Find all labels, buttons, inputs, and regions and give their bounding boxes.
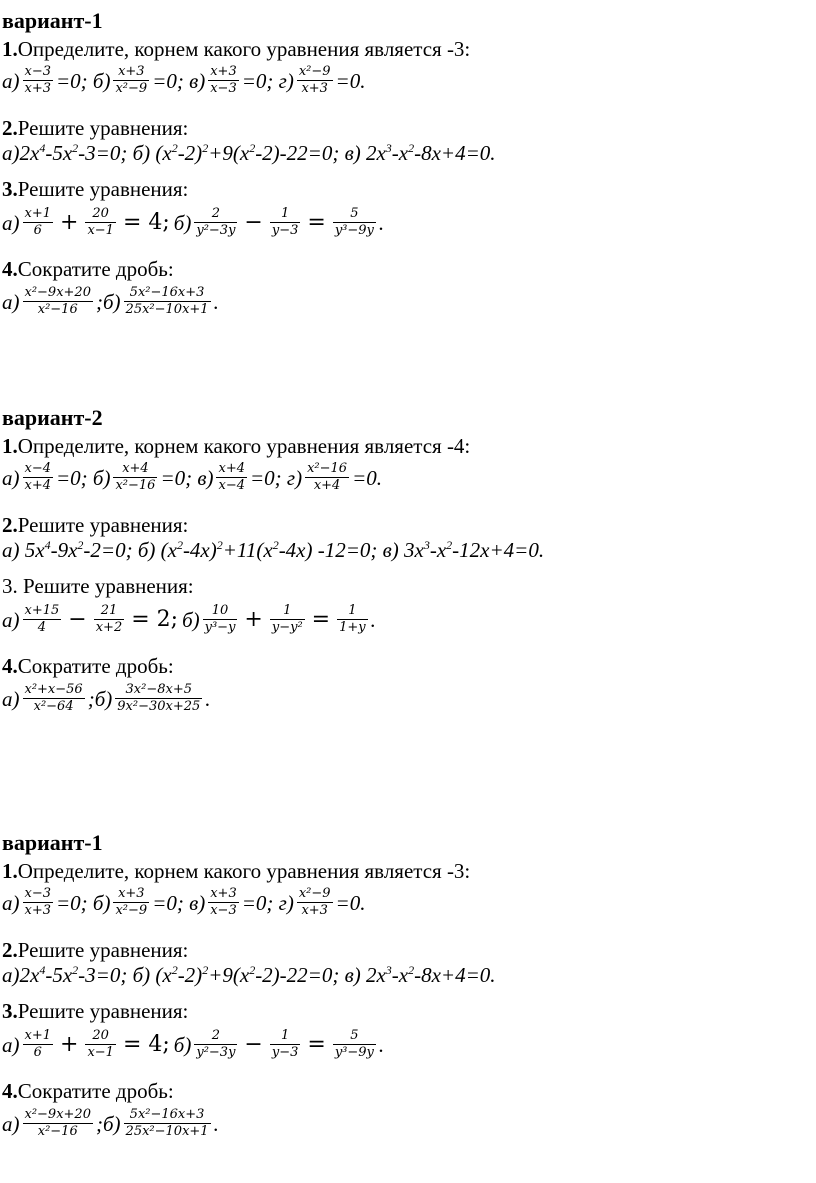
task-2-equations — [2, 141, 496, 165]
fraction — [113, 886, 149, 919]
option-text: =0; г) — [241, 890, 294, 915]
numerator: x²−9x+20 — [24, 285, 91, 300]
fraction — [115, 682, 202, 715]
option-label: а) — [2, 289, 20, 314]
denominator: 6 — [33, 1045, 42, 1060]
task-text: Решите уравнения: — [17, 177, 189, 201]
fraction — [270, 1028, 301, 1061]
fraction — [305, 461, 349, 494]
denominator: x²−16 — [37, 302, 78, 317]
task-3-equations — [2, 206, 384, 239]
fraction — [124, 285, 211, 318]
denominator: x²−9 — [115, 903, 148, 918]
denominator: x²−16 — [115, 478, 156, 493]
numerator: 5x²−16x+3 — [129, 1107, 205, 1122]
fraction — [23, 1107, 93, 1140]
numerator: x+3 — [118, 886, 145, 901]
task-2-prompt — [2, 513, 188, 537]
option-label: ;б) — [95, 289, 121, 314]
option-label: б) — [182, 607, 200, 632]
operator: + — [60, 1031, 79, 1057]
task-text: Решите уравнения: — [17, 513, 189, 537]
fraction — [85, 206, 116, 239]
numerator: x²−16 — [307, 461, 348, 476]
task-1-options — [2, 461, 382, 494]
exponent: 4 — [39, 141, 46, 155]
numerator: x−3 — [24, 886, 51, 901]
equals: = — [307, 1031, 326, 1057]
exponent: 2 — [202, 141, 209, 155]
equals: = — [311, 606, 331, 632]
denominator: x²−16 — [37, 1124, 78, 1139]
fraction — [337, 603, 368, 636]
task-3-prompt — [2, 177, 188, 201]
fraction — [23, 886, 54, 919]
numerator: 2 — [211, 206, 221, 221]
task-1-prompt — [2, 434, 470, 458]
task-number: 1. — [2, 37, 18, 61]
numerator: x+1 — [24, 206, 51, 221]
numerator: x−4 — [24, 461, 51, 476]
option-text: =0; б) — [56, 890, 111, 915]
numerator: x+15 — [24, 603, 60, 618]
exponent: 2 — [408, 963, 415, 977]
fraction — [85, 1028, 116, 1061]
option-text: =0; в) — [160, 465, 214, 490]
period: . — [205, 686, 211, 711]
numerator: 20 — [92, 1028, 109, 1043]
denominator: 25x²−10x+1 — [125, 302, 209, 317]
equals: = 4; — [122, 209, 170, 235]
task-text: Сократите дробь: — [17, 1079, 174, 1103]
fraction — [23, 461, 54, 494]
exponent: 3 — [423, 538, 430, 552]
numerator: 1 — [280, 206, 290, 221]
option-label: а) — [2, 1111, 20, 1136]
numerator: 5 — [350, 206, 359, 221]
fraction — [270, 603, 305, 636]
task-3-equations — [2, 1028, 384, 1061]
numerator: x+4 — [122, 461, 149, 476]
fraction — [208, 886, 239, 919]
numerator: 1 — [280, 1028, 290, 1043]
exponent: 4 — [44, 538, 51, 552]
option-label: а) — [2, 465, 20, 490]
period: . — [213, 1111, 219, 1136]
task-3-prompt — [2, 999, 188, 1023]
denominator: y²−3y — [196, 1045, 236, 1060]
task-3-prompt — [2, 574, 194, 598]
task-4-prompt — [2, 257, 174, 281]
period: . — [213, 289, 219, 314]
exponent: 2 — [446, 538, 453, 552]
numerator: x+4 — [218, 461, 245, 476]
denominator: x+3 — [24, 81, 51, 96]
task-4-fractions — [2, 1107, 219, 1140]
option-label: б) — [173, 210, 192, 235]
task-1-prompt — [2, 859, 470, 883]
task-4-prompt — [2, 1079, 174, 1103]
denominator: x+4 — [313, 478, 341, 493]
denominator: x+3 — [301, 81, 328, 96]
fraction — [216, 461, 247, 494]
period: . — [378, 1032, 385, 1057]
variant-title: вариант-2 — [2, 405, 103, 430]
task-2-prompt — [2, 116, 188, 140]
variant-title: вариант-1 — [2, 830, 103, 855]
option-label: а) — [2, 1032, 20, 1057]
option-text: =0. — [335, 890, 366, 915]
denominator: y−3 — [271, 1045, 299, 1060]
task-number: 3. — [2, 999, 18, 1023]
exponent: 2 — [249, 963, 256, 977]
variant-title: вариант-1 — [2, 8, 103, 33]
fraction — [297, 64, 333, 97]
task-number: 2. — [2, 116, 18, 140]
fraction — [194, 206, 237, 239]
numerator: 5 — [350, 1028, 359, 1043]
denominator: x+3 — [301, 903, 328, 918]
fraction — [124, 1107, 211, 1140]
option-text: =0; б) — [56, 68, 111, 93]
task-text: Решите уравнения: — [17, 999, 189, 1023]
denominator: 25x²−10x+1 — [125, 1124, 209, 1139]
task-text: Определите, корнем какого уравнения является -4: — [17, 434, 471, 458]
numerator: 2 — [211, 1028, 221, 1043]
task-4-fractions — [2, 285, 219, 318]
exponent: 4 — [39, 963, 46, 977]
fraction — [203, 603, 238, 636]
denominator: x²−9 — [115, 81, 148, 96]
fraction — [23, 682, 85, 715]
denominator: x−1 — [87, 223, 114, 238]
option-label: б) — [173, 1032, 192, 1057]
option-label: ;б) — [87, 686, 113, 711]
period: . — [370, 607, 376, 632]
option-text: =0. — [335, 68, 366, 93]
numerator: x²−9x+20 — [24, 1107, 91, 1122]
denominator: x+4 — [24, 478, 51, 493]
operator: − — [244, 1031, 263, 1057]
exponent: 2 — [72, 963, 79, 977]
task-text: Определите, корнем какого уравнения является -3: — [17, 859, 471, 883]
task-4-fractions — [2, 682, 211, 715]
exponent: 2 — [249, 141, 256, 155]
denominator: 4 — [37, 620, 47, 635]
option-label: ;б) — [95, 1111, 121, 1136]
denominator: 6 — [33, 223, 42, 238]
denominator: x−3 — [210, 81, 237, 96]
option-label: а) — [2, 68, 20, 93]
numerator: x+3 — [210, 886, 237, 901]
exponent: 2 — [176, 538, 183, 552]
exponent: 3 — [385, 963, 392, 977]
numerator: 10 — [211, 603, 229, 618]
task-text: 3. Решите уравнения: — [2, 574, 194, 598]
fraction — [333, 206, 376, 239]
fraction — [194, 1028, 237, 1061]
numerator: x+3 — [118, 64, 145, 79]
option-text: =0; г) — [249, 465, 303, 490]
fraction — [94, 603, 125, 636]
denominator: y−3 — [271, 223, 299, 238]
numerator: x+1 — [24, 1028, 51, 1043]
exponent: 2 — [171, 963, 178, 977]
numerator: 5x²−16x+3 — [129, 285, 205, 300]
denominator: x−1 — [87, 1045, 114, 1060]
fraction — [270, 206, 301, 239]
equation-text: $а)2x^4-5x^2-3=0$; б) $(x^2-2)^2+9(x^2-2)-22=0$; в) $2x^3-x^2-8x+4=0$. — [2, 963, 496, 987]
operator: + — [60, 209, 79, 235]
denominator: 9x²−30x+25 — [117, 699, 201, 714]
operator: − — [244, 209, 263, 235]
task-number: 1. — [2, 859, 18, 883]
option-label: а) — [2, 890, 20, 915]
fraction — [23, 603, 62, 636]
exponent: 2 — [72, 141, 79, 155]
task-text: Сократите дробь: — [17, 654, 174, 678]
equation-text: а) $5x^4-9x^2-2=0$; б) $(x^2-4x)^2+11(x^2-4x)$ -12=0; в) $3x^3-x^2-12x+4=0$. — [2, 538, 545, 562]
numerator: 1 — [283, 603, 292, 618]
numerator: x²+x−56 — [24, 682, 83, 697]
option-text: =0; в) — [152, 890, 206, 915]
fraction — [297, 886, 333, 919]
period: . — [378, 210, 385, 235]
fraction — [208, 64, 239, 97]
denominator: y³−y — [204, 620, 236, 635]
task-text: Определите, корнем какого уравнения является -3: — [17, 37, 471, 61]
fraction — [23, 206, 54, 239]
task-2-equations — [2, 963, 496, 987]
option-label: а) — [2, 607, 20, 632]
denominator: 1+y — [339, 620, 366, 635]
task-3-equations — [2, 603, 376, 636]
task-text: Решите уравнения: — [17, 938, 189, 962]
numerator: 20 — [92, 206, 109, 221]
denominator: x²−64 — [33, 699, 74, 714]
task-text: Сократите дробь: — [17, 257, 174, 281]
equals: = — [307, 209, 326, 235]
denominator: y−y² — [271, 620, 303, 635]
equation-text: $а)2x^4-5x^2-3=0$; б) $(x^2-2)^2+9(x^2-2)-22=0$; в) $2x^3-x^2-8x+4=0$. — [2, 141, 496, 165]
exponent: 2 — [216, 538, 223, 552]
option-text: =0; г) — [241, 68, 294, 93]
task-number: 2. — [2, 513, 18, 537]
task-number: 3. — [2, 177, 18, 201]
task-number: 4. — [2, 654, 18, 678]
task-number: 1. — [2, 434, 18, 458]
exponent: 2 — [77, 538, 84, 552]
exponent: 2 — [272, 538, 279, 552]
fraction — [113, 64, 149, 97]
task-number: 4. — [2, 257, 18, 281]
denominator: y³−9y — [334, 223, 374, 238]
task-number: 2. — [2, 938, 18, 962]
denominator: x−3 — [210, 903, 237, 918]
option-text: =0; в) — [152, 68, 206, 93]
equals: = 2; — [131, 606, 179, 632]
denominator: y³−9y — [334, 1045, 374, 1060]
fraction — [333, 1028, 376, 1061]
task-1-options — [2, 64, 365, 97]
task-text: Решите уравнения: — [17, 116, 189, 140]
equals: = 4; — [122, 1031, 170, 1057]
task-1-options — [2, 886, 365, 919]
task-2-equations — [2, 538, 544, 562]
task-1-prompt — [2, 37, 470, 61]
task-number: 4. — [2, 1079, 18, 1103]
numerator: x²−9 — [298, 886, 331, 901]
fraction — [23, 285, 93, 318]
numerator: 21 — [100, 603, 118, 618]
exponent: 2 — [171, 141, 178, 155]
fraction — [23, 64, 54, 97]
option-label: а) — [2, 686, 20, 711]
task-4-prompt — [2, 654, 174, 678]
denominator: x+2 — [95, 620, 123, 635]
denominator: x−4 — [218, 478, 245, 493]
task-2-prompt — [2, 938, 188, 962]
denominator: x+3 — [24, 903, 51, 918]
numerator: x²−9 — [298, 64, 331, 79]
numerator: x−3 — [24, 64, 51, 79]
operator: − — [68, 606, 87, 632]
exponent: 2 — [408, 141, 415, 155]
operator: + — [244, 606, 263, 632]
fraction — [23, 1028, 54, 1061]
fraction — [113, 461, 157, 494]
option-text: =0. — [352, 465, 382, 490]
exponent: 3 — [385, 141, 392, 155]
denominator: y²−3y — [196, 223, 236, 238]
numerator: 3x²−8x+5 — [125, 682, 193, 697]
option-label: а) — [2, 210, 20, 235]
exponent: 2 — [202, 963, 209, 977]
numerator: 1 — [348, 603, 357, 618]
option-text: =0; б) — [56, 465, 111, 490]
numerator: x+3 — [210, 64, 237, 79]
